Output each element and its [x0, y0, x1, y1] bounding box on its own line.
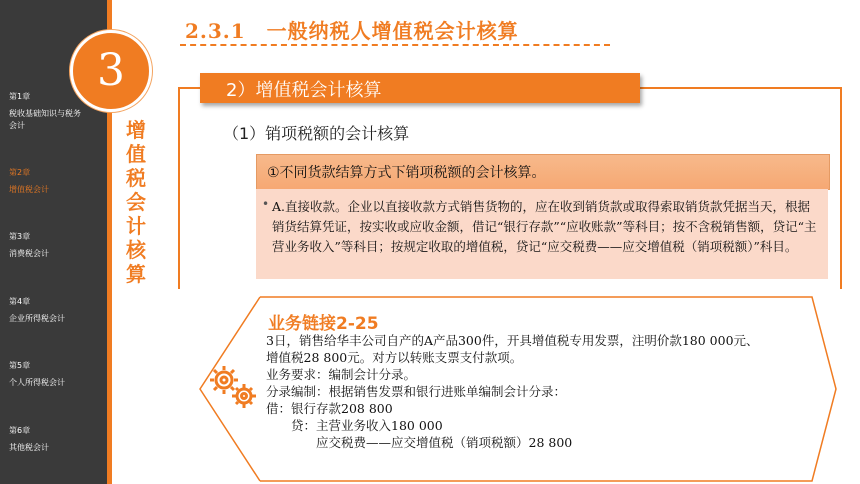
chapter-num: 第2章	[9, 168, 31, 177]
chapter-num: 第5章	[9, 361, 31, 370]
section-title: 2.3.1 一般纳税人增值税会计核算	[185, 19, 519, 43]
chapter-badge-number: 3	[97, 45, 125, 96]
business-link-title: 业务链接2-25	[268, 314, 379, 334]
vertical-title: 增值税会计核算	[126, 118, 146, 286]
chapter-1[interactable]	[9, 91, 87, 132]
chapter-2[interactable]	[9, 167, 49, 196]
box-header	[256, 154, 830, 190]
business-line: 业务要求：编制会计分录。	[266, 367, 417, 382]
box-body-text: A.直接收款。企业以直接收款方式销售货物的，应在收到销货款或取得索取销货款凭据当天，根据销货结算凭证，按实收或应收金额，借记“银行存款”“应收账款”等科目；按不含税销售额，贷记“主营业务收入”等科目；按规定收取的增值税，贷记“应交税费——应交增值税（销项税额）”科目。	[272, 199, 817, 254]
box-header-label: ①不同货款结算方式下销项税额的会计核算。	[267, 165, 546, 181]
dashed-divider	[180, 44, 610, 46]
sub-title: （1）销项税额的会计核算	[223, 124, 410, 143]
chapter-6[interactable]	[9, 425, 49, 454]
box-body	[256, 189, 828, 279]
chapter-name: 其他税会计	[9, 443, 49, 452]
title-bar	[200, 73, 640, 103]
chapter-5[interactable]	[9, 360, 65, 389]
business-line: 增值税28 800元。对方以转账支票支付款项。	[266, 350, 523, 365]
chapter-name: 增值税会计	[9, 185, 49, 194]
business-line: 分录编制：根据销售发票和银行进账单编制会计分录：	[266, 384, 567, 399]
business-line: 贷：主营业务收入180 000	[266, 418, 443, 433]
chapter-num: 第4章	[9, 297, 31, 306]
bullet-icon: •	[262, 197, 270, 211]
chapter-num: 第1章	[9, 92, 31, 101]
chapter-name: 个人所得税会计	[9, 378, 65, 387]
gears-icon	[206, 360, 262, 410]
business-line: 应交税费——应交增值税（销项税额）28 800	[266, 435, 573, 450]
title-bar-label: 2）增值税会计核算	[226, 80, 382, 101]
chapter-3[interactable]	[9, 231, 49, 260]
business-line: 3日，销售给华丰公司自产的A产品300件，开具增值税专用发票，注明价款180 000元、	[266, 333, 759, 348]
chapter-name: 企业所得税会计	[9, 314, 65, 323]
chapter-num: 第3章	[9, 232, 31, 241]
chapter-name: 税收基础知识与税务会计	[9, 109, 81, 130]
business-link-body	[266, 332, 826, 451]
chapter-num: 第6章	[9, 426, 31, 435]
chapter-name: 消费税会计	[9, 249, 49, 258]
chapter-badge	[70, 30, 152, 112]
business-line: 借：银行存款208 800	[266, 401, 393, 416]
chapter-4[interactable]	[9, 296, 65, 325]
